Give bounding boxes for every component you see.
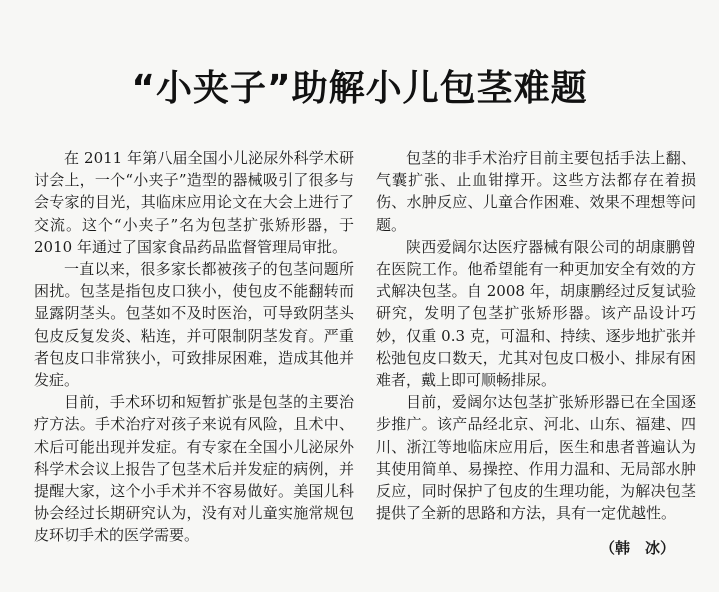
paragraph: 一直以来，很多家长都被孩子的包茎问题所困扰。包茎是指包皮口狭小，使包皮不能翻转而显露阴茎头。包茎如不及时医治，可导致阴茎头包皮反复发炎、粘连，并可限制阴茎发育。严重者包皮口非常狭小，可致排尿困难，造成其他并发症。 [34, 260, 354, 390]
author-byline: （韩 冰） [600, 539, 676, 557]
article-title: “小夹子”助解小儿包茎难题 [131, 68, 588, 109]
paragraph: 目前，爱阔尔达包茎扩张矫形器已在全国逐步推广。该产品经北京、河北、山东、福建、四川、浙江等地临床应用后，医生和患者普遍认为其使用简单、易操控、作用力温和、无局部水肿反应，同时保护了包皮的生理功能，为解决包茎提供了全新的思路和方法，具有一定优越性。 [376, 393, 696, 523]
paragraph: 陕西爱阔尔达医疗器械有限公司的胡康鹏曾在医院工作。他希望能有一种更加安全有效的方式解决包茎。自 2008 年，胡康鹏经过反复试验研究，发明了包茎扩张矫形器。该产品设计巧妙，仅重 0.3 克，可温和、持续、逐步地扩张并松弛包皮口数天，尤其对包皮口极小、排尿有困难者，戴上即可顺畅排尿。 [376, 237, 696, 390]
paragraph: 目前，手术环切和短暂扩张是包茎的主要治疗方法。手术治疗对孩子来说有风险，且术中、术后可能出现并发症。有专家在全国小儿泌尿外科学术会议上报告了包茎术后并发症的病例，并提醒大家，这个小手术并不容易做好。美国儿科协会经过长期研究认为，没有对儿童实施常规包皮环切手术的医学需要。 [34, 393, 354, 545]
left-column [34, 147, 354, 547]
right-column [376, 147, 696, 524]
paragraph: 包茎的非手术治疗目前主要包括手法上翻、气囊扩张、止血钳撑开。这些方法都存在着损伤、水肿反应、儿童合作困难、效果不理想等问题。 [376, 149, 696, 234]
paragraph: 在 2011 年第八届全国小儿泌尿外科学术研讨会上，一个“小夹子”造型的器械吸引了很多与会专家的目光，其临床应用论文在大会上进行了交流。这个“小夹子”名为包茎扩张矫形器，于 2010 年通过了国家食品药品监督管理局审批。 [34, 149, 354, 256]
